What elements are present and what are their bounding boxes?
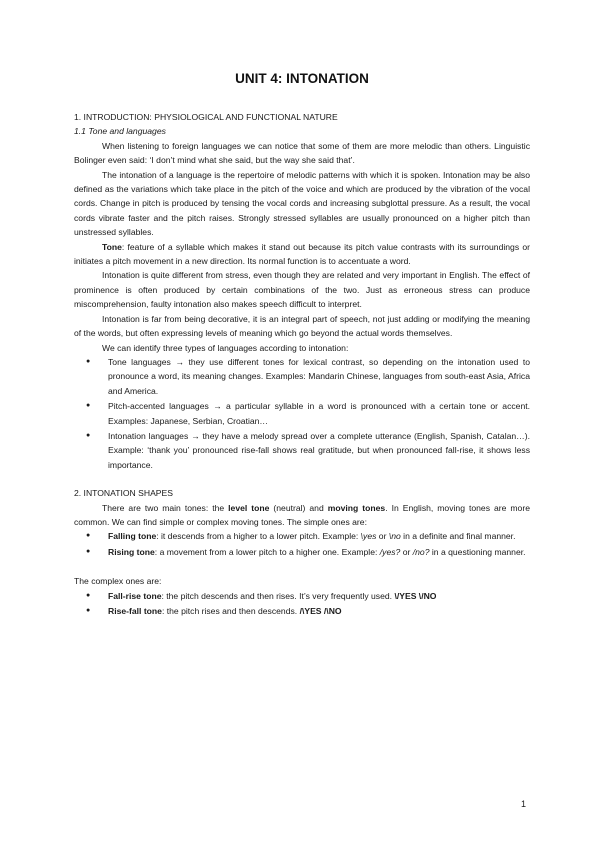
level-tone-term: level tone (228, 502, 270, 513)
paragraph-stress: Intonation is quite different from stress, even though they are related and very important in English. The effect of prominence is often produced by certain combinations of the two. Just as erroneous stress can produce miscomprehension, faulty intonation also makes speech difficult to interpret. (74, 270, 530, 310)
section-1-heading: 1. INTRODUCTION: PHYSIOLOGICAL AND FUNCTIONAL NATURE (74, 112, 338, 122)
falling-tone-term: Falling tone (108, 531, 157, 542)
paragraph-types-intro: We can identify three types of languages according to intonation: (102, 342, 349, 353)
rising-example-no: /no? (412, 546, 430, 557)
list-item-pitch-accented: ● Pitch-accented languages → a particular syllable in a word is pronounced with a certain tone or accent. Examples: Japanese, Serbian, Croatian… (108, 399, 530, 428)
section-1-1-subheading: 1.1 Tone and languages (74, 126, 166, 137)
fall-rise-text: : the pitch descends and then rises. It’s very frequently used. (161, 590, 395, 601)
main-tones-text-b: (neutral) and (269, 502, 328, 513)
rise-fall-examples: /\YES /\NO (299, 606, 342, 616)
rising-tone-text-a: : a movement from a lower pitch to a higher one. Example: (154, 546, 380, 557)
rise-fall-term: Rise-fall tone (108, 606, 162, 616)
rise-fall-text: : the pitch rises and then descends. (161, 606, 300, 616)
rising-example-yes: /yes? (379, 546, 401, 557)
list-item-intonation-languages: ● Intonation languages → they have a melody spread over a complete utterance (English, Spanish, Catalan…). Example: ‘thank you’ pronounced rise-fall shows real gratitude, but when pronounced fall-rise, it shows less importance. (108, 429, 530, 472)
fall-rise-term: Fall-rise tone (108, 590, 162, 601)
main-tones-text-c: . In English, moving tones are more common. We can find simple or complex moving tones. The simple ones are: (74, 502, 530, 527)
page-content (74, 70, 530, 619)
paragraph-decorative: Intonation is far from being decorative, it is an integral part of speech, not just adding or modifying the meaning of the words, but often expressing levels of meaning which go beyond the actual words themselves. (74, 313, 530, 339)
list-item-falling-tone (108, 529, 530, 543)
complex-tones-list (74, 589, 530, 619)
falling-tone-text-a: : it descends from a higher to a lower pitch. Example: (156, 531, 361, 542)
language-types-list (74, 355, 530, 472)
falling-example-no: \no (388, 531, 401, 542)
tone-term: Tone (102, 241, 122, 252)
complex-tones-intro: The complex ones are: (74, 576, 162, 587)
main-tones-text-a: There are two main tones: the (102, 502, 229, 513)
list-item-rise-fall-tone (108, 604, 530, 618)
list-item-rising-tone (108, 545, 530, 559)
rising-tone-text-b: in a questioning manner. (429, 546, 526, 557)
tone-definition: : feature of a syllable which makes it stand out because its pitch value contrasts with its surroundings or initiates a pitch movement in a new direction. Its normal function is to accentuate a word. (74, 241, 530, 267)
falling-example-yes: \yes (360, 531, 377, 542)
paragraph-main-tones (74, 501, 530, 530)
fall-rise-examples: \/YES \/NO (394, 590, 437, 601)
paragraph-tone-definition (74, 240, 530, 269)
rising-tone-term: Rising tone (108, 546, 155, 557)
section-2-heading: 2. INTONATION SHAPES (74, 488, 174, 499)
rising-or: or (400, 546, 413, 557)
simple-tones-list (74, 529, 530, 559)
falling-tone-text-b: in a definite and final manner. (400, 531, 516, 542)
moving-tones-term: moving tones (327, 502, 386, 513)
list-item-fall-rise-tone (108, 589, 530, 603)
falling-or: or (376, 531, 389, 542)
list-item-tone-languages: ● Tone languages → they use different tones for lexical contrast, so depending on the intonation used to pronounce a word, its meaning changes. Examples: Mandarin Chinese, languages from south-east Asia, Africa and America. (108, 355, 530, 398)
page-number: 1 (520, 799, 526, 809)
paragraph-melodic: When listening to foreign languages we can notice that some of them are more melodic than others. Linguistic Bolinger even said: ‘I don’t mind what she said, but the way she said that’. (74, 140, 530, 166)
unit-title: UNIT 4: INTONATION (235, 71, 369, 86)
paragraph-intonation-definition: The intonation of a language is the repertoire of melodic patterns with which it is spoken. Intonation may be also defined as the variations which take place in the pitch of the voice and which are produced by the vibration of the vocal cords. Change in pitch is produced by tensing the vocal cords and increasing subglottal pressure. As a result, the vocal cords vibrate faster and the pitch raises. Strongly stressed syllables are usually pronounced on a higher pitch than unstressed syllables. (74, 169, 530, 238)
